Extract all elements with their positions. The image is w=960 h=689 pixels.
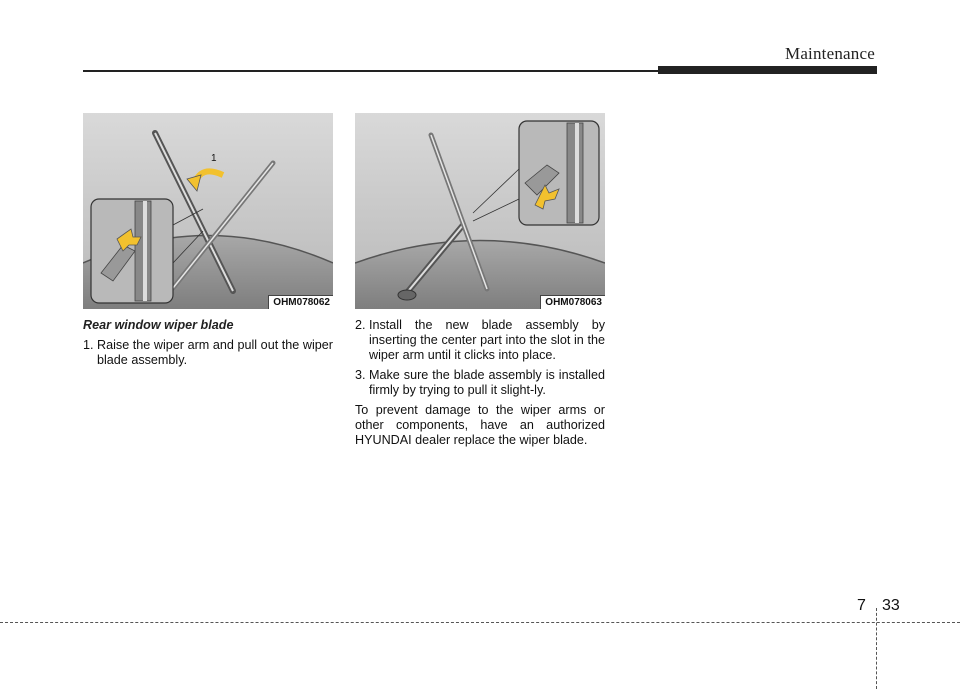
page-number: 33 (882, 597, 900, 614)
step-number: 2. (355, 318, 366, 332)
step-item (355, 318, 605, 363)
footer-divider (876, 608, 877, 689)
footer-rule (0, 622, 960, 623)
left-column (83, 318, 333, 373)
right-column (355, 318, 605, 448)
header-rule (83, 70, 663, 72)
figure-install-blade (355, 113, 605, 309)
step-text: Make sure the blade assembly is installed firmly by trying to pull it slight-ly. (369, 368, 605, 397)
step-text: Raise the wiper arm and pull out the wiper blade assembly. (97, 338, 333, 367)
caution-note: To prevent damage to the wiper arms or other components, have an authorized HYUNDAI dealer replace the wiper blade. (355, 403, 605, 447)
step-number: 1. (83, 338, 94, 352)
figure-code: OHM078062 (268, 295, 333, 309)
figure-remove-blade (83, 113, 333, 309)
step-item (355, 368, 605, 398)
subheading: Rear window wiper blade (83, 318, 234, 332)
step-number: 3. (355, 368, 366, 382)
wiper-removal-illustration (83, 113, 333, 309)
step-item (83, 338, 333, 368)
step-text: Install the new blade assembly by inserting the center part into the slot in the wiper arm until it clicks into place. (369, 318, 605, 362)
figure-code: OHM078063 (540, 295, 605, 309)
callout-number: 1 (211, 153, 217, 164)
header-rule-thick (658, 66, 877, 74)
section-title: Maintenance (785, 44, 875, 63)
chapter-number: 7 (857, 597, 866, 614)
wiper-install-illustration (355, 113, 605, 309)
